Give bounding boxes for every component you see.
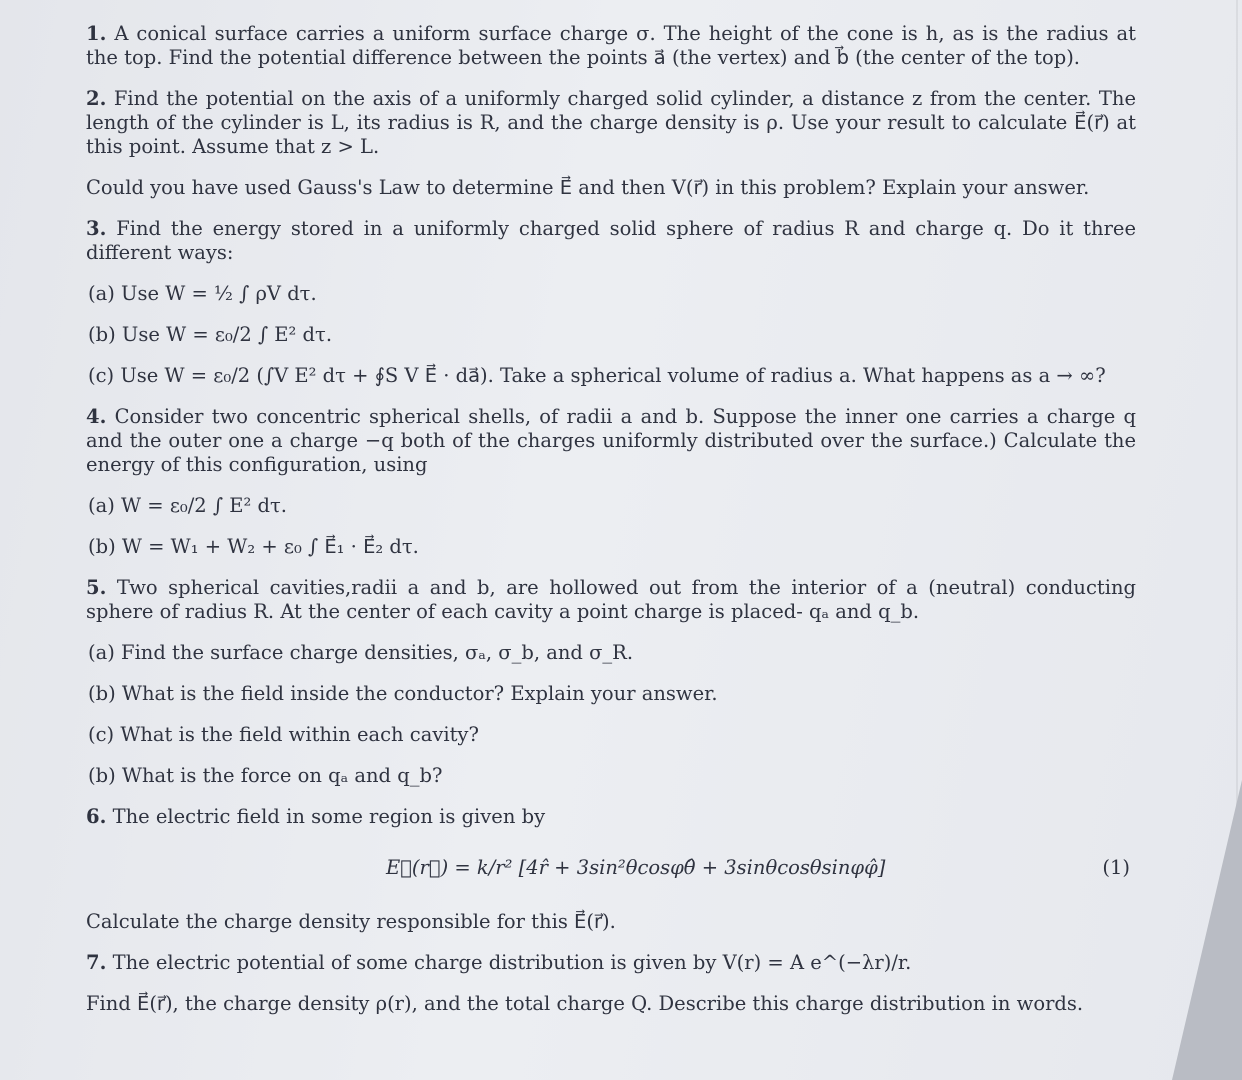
- problem-6-task: Calculate the charge density responsible for this E⃗(r⃗).: [86, 910, 616, 933]
- problem-5b: (b) What is the field inside the conductor? Explain your answer.: [88, 682, 718, 705]
- equation-number: (1): [1102, 856, 1130, 879]
- problem-6: 6. The electric field in some region is given by: [86, 805, 546, 828]
- problem-2: 2. Find the potential on the axis of a uniformly charged solid cylinder, a distance z from the center. The length of the cylinder is L, its radius is R, and the charge density is ρ. Use your result to calculate E⃗(r⃗) at this point. Assume that z > L.: [86, 87, 1136, 158]
- problem-5-text: Two spherical cavities,radii a and b, are hollowed out from the interior of a (neutral) conducting sphere of radius R. At the center of each cavity a point charge is placed- qₐ and q_b.: [86, 576, 1137, 623]
- problem-2-text: Find the potential on the axis of a uniformly charged solid cylinder, a distance z from the center. The length of the cylinder is L, its radius is R, and the charge density is ρ. Use your result to calculate E⃗(r⃗) at this point. Assume that z > L.: [86, 87, 1136, 158]
- problem-4-text: Consider two concentric spherical shells, of radii a and b. Suppose the inner one carries a charge q and the outer one a charge −q both of the charges uniformly distributed over the surface.) Calculate the energy of this configuration, using: [86, 405, 1136, 476]
- problem-5c: (c) What is the field within each cavity?: [88, 723, 479, 746]
- problem-set: [86, 22, 1136, 1033]
- equation-1: [86, 846, 1136, 890]
- problem-6-text: The electric field in some region is given by: [112, 805, 546, 828]
- problem-1: 1. A conical surface carries a uniform surface charge σ. The height of the cone is h, as is the radius at the top. Find the potential difference between the points a⃗ (the vertex) and b⃗ (the center of the top).: [86, 22, 1136, 69]
- problem-7-task: Find E⃗(r⃗), the charge density ρ(r), and the total charge Q. Describe this charge distribution in words.: [86, 992, 1084, 1015]
- problem-4a: (a) W = ε₀/2 ∫ E² dτ.: [88, 494, 287, 517]
- problem-3b: (b) Use W = ε₀/2 ∫ E² dτ.: [88, 323, 333, 346]
- problem-2-followup: Could you have used Gauss's Law to determine E⃗ and then V(r⃗) in this problem? Explain your answer.: [86, 176, 1090, 199]
- problem-3a: (a) Use W = ½ ∫ ρV dτ.: [88, 282, 317, 305]
- problem-5: 5. Two spherical cavities,radii a and b, are hollowed out from the interior of a (neutral) conducting sphere of radius R. At the center of each cavity a point charge is placed- qₐ and q_b.: [86, 576, 1137, 623]
- equation-body: E⃗(r⃗) = k/r² [4r̂ + 3sin²θcosφθ̂ + 3sinθcosθsinφφ̂]: [386, 856, 886, 879]
- problem-5d: (b) What is the force on qₐ and q_b?: [88, 764, 443, 787]
- problem-4b: (b) W = W₁ + W₂ + ε₀ ∫ E⃗₁ · E⃗₂ dτ.: [88, 535, 419, 558]
- problem-3-text: Find the energy stored in a uniformly charged solid sphere of radius R and charge q. Do it three different ways:: [86, 217, 1136, 264]
- problem-3: 3. Find the energy stored in a uniformly charged solid sphere of radius R and charge q. Do it three different ways:: [86, 217, 1136, 264]
- problem-7-text: The electric potential of some charge distribution is given by V(r) = A e^(−λr)/r.: [112, 951, 912, 974]
- problem-5a: (a) Find the surface charge densities, σₐ, σ_b, and σ_R.: [88, 641, 634, 664]
- problem-1-text: A conical surface carries a uniform surface charge σ. The height of the cone is h, as is the radius at the top. Find the potential difference between the points a⃗ (the vertex) and b⃗ (the center of the top).: [86, 22, 1136, 69]
- problem-4: 4. Consider two concentric spherical shells, of radii a and b. Suppose the inner one carries a charge q and the outer one a charge −q both of the charges uniformly distributed over the surface.) Calculate the energy of this configuration, using: [86, 405, 1136, 476]
- page-curl: [1172, 780, 1242, 1080]
- problem-3c: (c) Use W = ε₀/2 (∫V E² dτ + ∮S V E⃗ · da⃗). Take a spherical volume of radius a. What happens as a → ∞?: [88, 364, 1106, 387]
- problem-7: 7. The electric potential of some charge distribution is given by V(r) = A e^(−λr)/r.: [86, 951, 912, 974]
